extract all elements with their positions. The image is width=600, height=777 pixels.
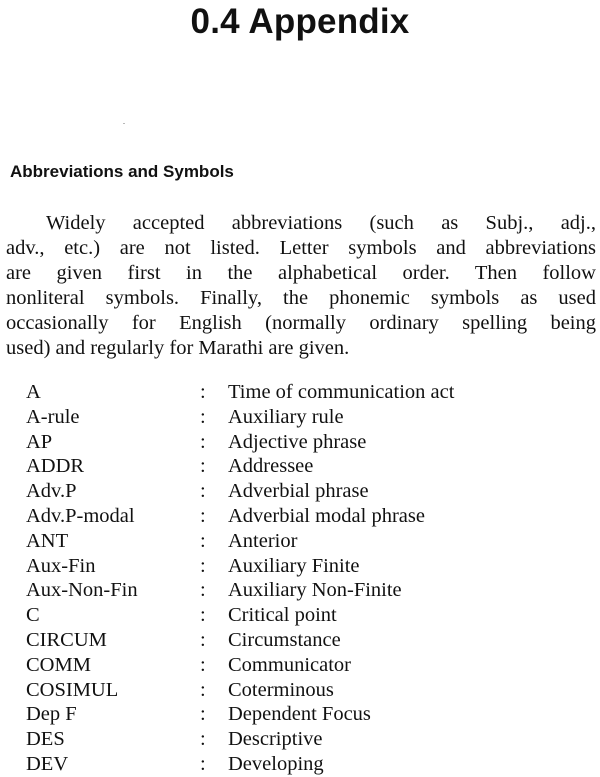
abbreviation-definition: Auxiliary Non-Finite — [228, 579, 402, 602]
abbreviation-definition: Coterminous — [228, 678, 334, 701]
abbreviation-term: AP — [26, 430, 53, 453]
abbreviation-row — [26, 653, 586, 678]
abbreviation-definition: Addressee — [228, 455, 314, 478]
abbreviation-term: COSIMUL — [26, 678, 119, 701]
abbreviation-term: CIRCUM — [26, 628, 107, 651]
intro-line: nonliteral symbols. Finally, the phonemic symbols as used — [6, 287, 596, 309]
abbreviation-term: COMM — [26, 653, 91, 676]
abbreviation-separator: : — [200, 504, 206, 527]
abbreviation-definition: Circumstance — [228, 628, 341, 651]
abbreviation-separator: : — [200, 529, 206, 552]
abbreviation-term: DES — [26, 728, 65, 751]
abbreviation-separator: : — [200, 381, 206, 403]
abbreviation-row — [26, 554, 586, 579]
abbreviation-definition: Communicator — [228, 653, 351, 676]
abbreviation-term: Aux-Fin — [26, 554, 96, 577]
abbreviation-row — [26, 454, 586, 479]
abbreviation-separator: : — [200, 703, 206, 726]
abbreviation-separator: : — [200, 752, 206, 775]
abbreviation-separator: : — [200, 728, 206, 751]
abbreviation-definition: Auxiliary rule — [228, 405, 344, 428]
abbreviation-row — [26, 479, 586, 504]
abbreviation-row — [26, 405, 586, 430]
abbreviation-row — [26, 380, 586, 405]
abbreviation-term: Adv.P — [26, 480, 77, 503]
abbreviation-definition: Auxiliary Finite — [228, 554, 360, 577]
abbreviation-row — [26, 504, 586, 529]
abbreviation-separator: : — [200, 430, 206, 453]
abbreviation-separator: : — [200, 604, 206, 627]
abbreviation-definition: Developing — [228, 752, 324, 775]
section-heading: Abbreviations and Symbols — [10, 162, 234, 181]
abbreviation-term: A — [26, 381, 41, 403]
abbreviation-term: Aux-Non-Fin — [26, 579, 138, 602]
abbreviation-definition: Adverbial modal phrase — [228, 504, 425, 527]
abbreviation-definition: Critical point — [228, 604, 337, 627]
intro-line: are given first in the alphabetical order. Then follow — [6, 262, 596, 284]
abbreviation-row — [26, 702, 586, 727]
abbreviation-definition: Adjective phrase — [228, 430, 367, 453]
abbreviation-term: DEV — [26, 752, 69, 775]
abbreviation-separator: : — [200, 653, 206, 676]
intro-line: Widely accepted abbreviations (such as Subj., adj., — [46, 212, 596, 234]
abbreviation-row — [26, 628, 586, 653]
abbreviation-term: A-rule — [26, 405, 80, 428]
abbreviation-definition: Dependent Focus — [228, 703, 371, 726]
abbreviation-definition: Adverbial phrase — [228, 480, 369, 503]
abbreviation-definition: Anterior — [228, 529, 298, 552]
abbreviation-term: C — [26, 604, 40, 627]
intro-line: occasionally for English (normally ordinary spelling being — [6, 312, 596, 334]
print-speck — [123, 123, 125, 124]
abbreviation-separator: : — [200, 405, 206, 428]
abbreviation-separator: : — [200, 554, 206, 577]
abbreviation-term: ANT — [26, 529, 69, 552]
abbreviation-separator: : — [200, 628, 206, 651]
abbreviation-separator: : — [200, 678, 206, 701]
abbreviation-row — [26, 752, 586, 777]
intro-line: used) and regularly for Marathi are given. — [6, 337, 350, 359]
abbreviation-row — [26, 603, 586, 628]
abbreviation-term: Dep F — [26, 703, 77, 726]
abbreviation-definition: Descriptive — [228, 728, 323, 751]
abbreviation-list — [26, 380, 586, 777]
abbreviation-term: ADDR — [26, 455, 85, 478]
abbreviation-separator: : — [200, 480, 206, 503]
abbreviation-term: Adv.P-modal — [26, 504, 135, 527]
abbreviation-row — [26, 678, 586, 703]
chapter-title: 0.4 Appendix — [190, 2, 410, 41]
abbreviation-separator: : — [200, 579, 206, 602]
abbreviation-row — [26, 727, 586, 752]
intro-line: adv., etc.) are not listed. Letter symbols and abbreviations — [6, 237, 596, 259]
abbreviation-definition: Time of communication act — [228, 381, 455, 403]
abbreviation-separator: : — [200, 455, 206, 478]
intro-paragraph — [6, 211, 596, 361]
abbreviation-row — [26, 578, 586, 603]
abbreviation-row — [26, 430, 586, 455]
abbreviation-row — [26, 529, 586, 554]
